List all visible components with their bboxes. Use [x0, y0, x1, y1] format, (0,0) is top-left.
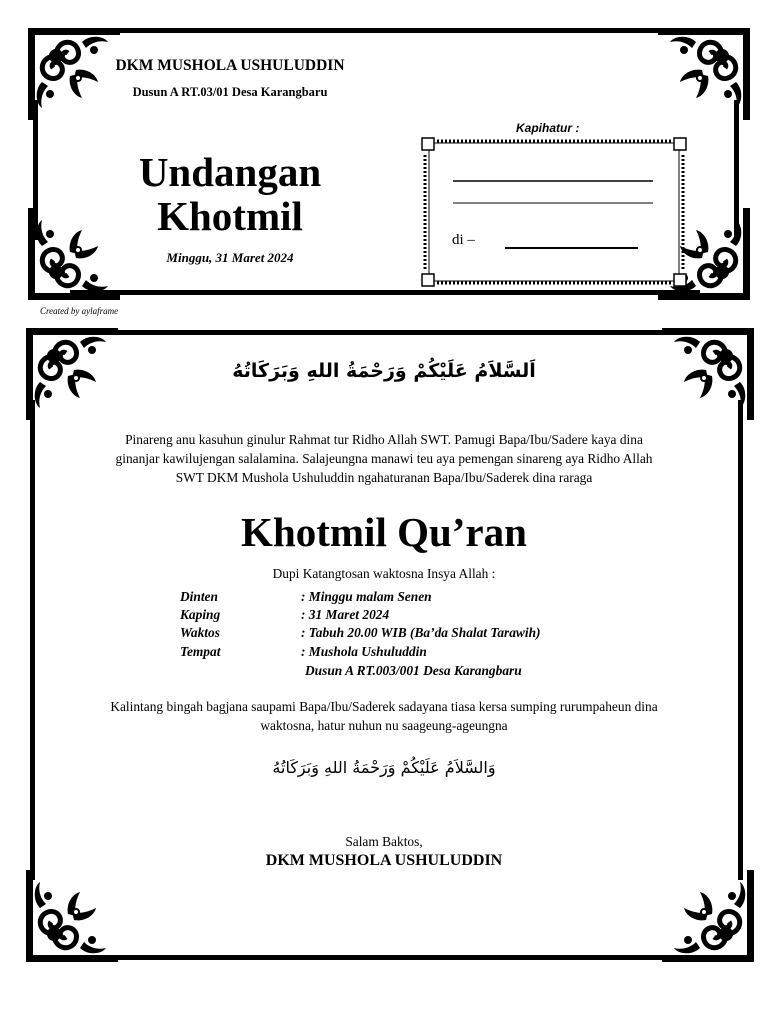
- detail-value: : 31 Maret 2024: [301, 607, 390, 622]
- closing-line: Kalintang bingah bagjana saupami Bapa/Ibu/Saderek sadayana tiasa kersa sumping rurumpaheun dina: [110, 699, 658, 714]
- card-title-line1: Undangan: [138, 149, 322, 195]
- intro-paragraph: [80, 430, 688, 487]
- corner-ornament-icon: [24, 868, 120, 964]
- detail-label: Dinten: [180, 589, 218, 604]
- intro-line: ginanjar kawilujengan salalamina. Salajeungna manawi teu aya pemengan sinareng aya Ridho Allah: [115, 451, 653, 466]
- corner-ornament-icon: [660, 868, 756, 964]
- detail-label: Tempat: [180, 644, 221, 659]
- main-frame-right-border: [738, 400, 743, 880]
- corner-ornament-icon: [656, 26, 752, 122]
- intro-line: Pinareng anu kasuhun ginulur Rahmat tur Ridho Allah SWT. Pamugi Bapa/Ibu/Sadere kaya dina: [125, 432, 643, 447]
- detail-label: Waktos: [180, 625, 220, 640]
- main-frame-bottom-border: [70, 955, 700, 960]
- salam-opening: اَلسَّلاَمُ عَلَيْكُمْ وَرَحْمَةُ اللهِ وَبَرَكَاتُهُ: [232, 360, 536, 382]
- organization-name: DKM MUSHOLA USHULUDDIN: [115, 57, 345, 74]
- credit-text: Created by aylaframe: [40, 306, 119, 316]
- address-box: [421, 137, 687, 287]
- place-address: Dusun A RT.003/001 Desa Karangbaru: [305, 663, 522, 678]
- detail-value: : Minggu malam Senen: [301, 589, 432, 604]
- signature: DKM MUSHOLA USHULUDDIN: [265, 852, 503, 869]
- detail-value: : Mushola Ushuluddin: [301, 644, 427, 659]
- card-title: [90, 150, 370, 238]
- regards-text: Salam Baktos,: [345, 834, 423, 849]
- di-label: di –: [452, 232, 475, 248]
- intro-line: SWT DKM Mushola Ushuluddin ngahaturanan Bapa/Ibu/Saderek dina raraga: [175, 470, 593, 485]
- top-frame-top-border: [70, 28, 700, 33]
- schedule-intro: Dupi Katangtosan waktosna Insya Allah :: [272, 566, 496, 581]
- detail-value: : Tabuh 20.00 WIB (Ba’da Shalat Tarawih): [301, 625, 541, 640]
- event-title: Khotmil Qu’ran: [241, 509, 527, 555]
- organization-address: Dusun A RT.03/01 Desa Karangbaru: [132, 85, 328, 99]
- closing-line: waktosna, hatur nuhun nu saageung-ageungna: [260, 718, 508, 733]
- card-date: Minggu, 31 Maret 2024: [166, 250, 294, 265]
- top-frame-bottom-border: [70, 290, 700, 295]
- main-frame-top-border: [70, 330, 700, 335]
- salam-closing: وَالسَّلاَمُ عَلَيْكُمْ وَرَحْمَةُ اللهِ وَبَرَكَاتُهُ: [272, 758, 496, 777]
- detail-label: Kaping: [180, 607, 221, 622]
- closing-paragraph: [64, 697, 704, 735]
- kapihatur-label: Kapihatur :: [516, 121, 580, 135]
- card-title-line2: Khotmil: [157, 193, 303, 239]
- main-frame-left-border: [30, 400, 35, 880]
